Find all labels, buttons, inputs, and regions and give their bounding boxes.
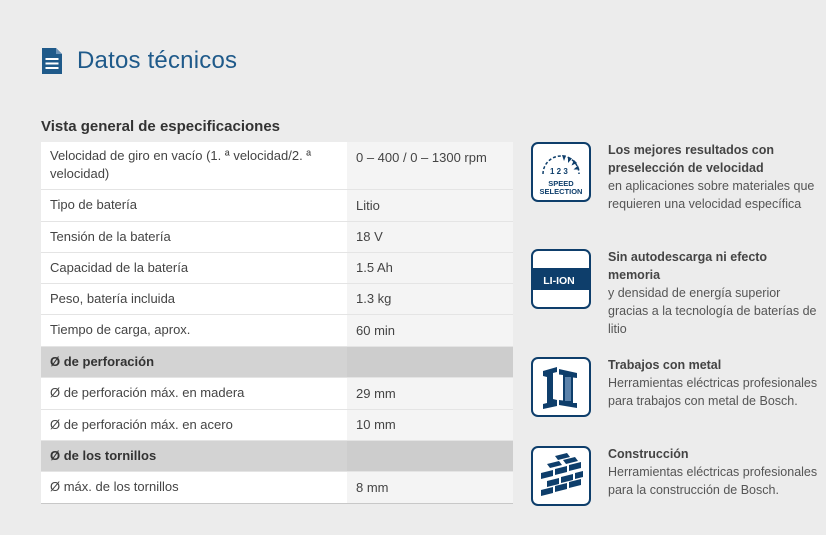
feature-li-ion [531,249,821,338]
feature-title: Construcción [608,447,689,461]
feature-description: en aplicaciones sobre materiales que requieren una velocidad específica [608,179,815,211]
table-row [41,283,513,314]
spec-value: 29 mm [347,377,513,409]
svg-text:SELECTION: SELECTION [539,187,583,196]
feature-description: Herramientas eléctricas profesionales para trabajos con metal de Bosch. [608,376,818,408]
spec-label: Tensión de la batería [41,221,347,252]
spec-label: Tipo de batería [41,189,347,221]
feature-speed-selection [531,142,821,213]
svg-text:SPEED: SPEED [548,179,574,188]
spec-label: Velocidad de giro en vacío (1. ª velocidad/2. ª velocidad) [41,142,347,189]
feature-title: Sin autodescarga ni efecto memoria [608,250,768,282]
spec-label: Ø de perforación máx. en acero [41,409,347,440]
table-row [41,252,513,283]
spec-value: 1.3 kg [347,283,513,314]
table-row [41,377,513,409]
section-heading: Ø de perforación [41,346,347,377]
brick-wall-icon [531,446,591,506]
feature-title: Los mejores resultados con preselección de velocidad [608,143,775,175]
specs-table [41,142,513,504]
metal-beam-icon [531,357,591,417]
spec-value: 1.5 Ah [347,252,513,283]
specs-title: Vista general de especificaciones [41,118,281,135]
section-heading: Ø de los tornillos [41,440,347,471]
spec-value: 10 mm [347,409,513,440]
section-row-drilling [41,346,513,377]
table-row [41,189,513,221]
document-icon [40,47,64,75]
spec-label: Peso, batería incluida [41,283,347,314]
page-header [40,44,237,78]
table-row [41,142,513,189]
spec-label: Tiempo de carga, aprox. [41,314,347,346]
spec-label: Capacidad de la batería [41,252,347,283]
spec-label: Ø de perforación máx. en madera [41,377,347,409]
table-row [41,314,513,346]
svg-text:1 2 3: 1 2 3 [550,167,568,176]
spec-value: Litio [347,189,513,221]
table-row [41,409,513,440]
feature-construction [531,446,821,506]
feature-description: Herramientas eléctricas profesionales para la construcción de Bosch. [608,465,818,497]
table-row [41,471,513,503]
speed-selection-icon [531,142,591,202]
feature-metal [531,357,821,417]
page-title: Datos técnicos [77,47,238,74]
svg-text:LI-ION: LI-ION [543,275,575,287]
li-ion-battery-icon [531,249,591,309]
spec-value: 60 min [347,314,513,346]
spec-label: Ø máx. de los tornillos [41,471,347,503]
feature-description: y densidad de energía superior gracias a la tecnología de baterías de litio [608,286,817,336]
spec-value: 18 V [347,221,513,252]
section-row-screws [41,440,513,471]
feature-title: Trabajos con metal [608,358,722,372]
spec-value: 0 – 400 / 0 – 1300 rpm [347,142,513,189]
table-row [41,221,513,252]
spec-value: 8 mm [347,471,513,503]
